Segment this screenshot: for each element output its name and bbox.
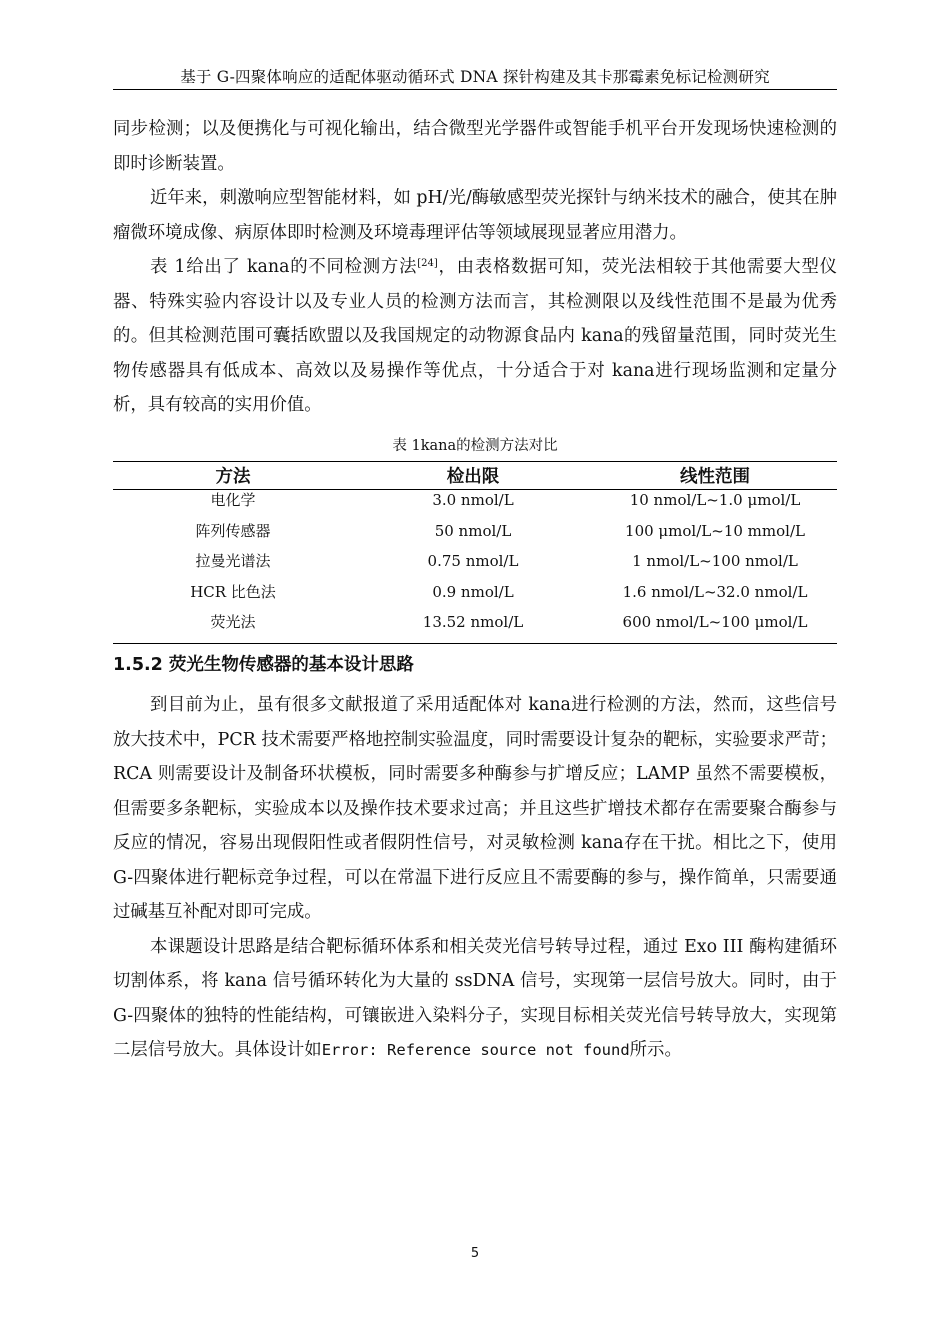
table-row [113,551,837,582]
cell-linear-range: 1 nmol/L~100 nmol/L [632,552,798,570]
cell-method: 荧光法 [210,613,256,631]
cell-method: 阵列传感器 [195,521,271,540]
column-header-method: 方法 [215,467,251,487]
intro-text-block [113,112,837,423]
cell-linear-range: 10 nmol/L~1.0 μmol/L [629,491,801,509]
detection-methods-table [113,461,837,644]
cell-method: 拉曼光谱法 [195,552,271,570]
paragraph-text: 所示。 [629,1040,682,1060]
page-number: 5 [470,1246,480,1261]
cell-linear-range: 1.6 nmol/L~32.0 nmol/L [622,582,808,601]
table-row [113,490,837,521]
cell-detection-limit: 13.52 nmol/L [422,613,524,631]
table-row [113,521,837,552]
header-rule [113,89,837,90]
cell-detection-limit: 0.9 nmol/L [432,582,514,601]
table-header-row [113,462,837,489]
cell-detection-limit: 0.75 nmol/L [427,552,519,570]
table-row [113,582,837,613]
table-row [113,612,837,643]
paragraph-smart-materials: 近年来，刺激响应型智能材料，如 pH/光/酶敏感型荧光探针与纳米技术的融合，使其在肿瘤微环境成像、病原体即时检测及环境毒理评估等领域展现显著应用潜力。 [113,188,838,243]
paragraph-text: ，由表格数据可知，荧光法相较于其他需要大型仪器、特殊实验内容设计以及专业人员的检测方法而言，其检测限以及线性范围不是最为优秀的。但其检测范围可囊括欧盟以及我国规定的动物源食品内 kana的残留量范围，同时荧光生物传感器具有低成本、高效以及易操作等优点，十分适合于对 kana进行现场监测和定量分析，具有较高的实用价值。 [113,257,837,415]
paragraph-continued: 同步检测；以及便携化与可视化输出，结合微型光学器件或智能手机平台开发现场快速检测的即时诊断装置。 [113,119,837,174]
column-header-detection-limit: 检出限 [446,467,500,487]
table-caption: 表 1kana的检测方法对比 [392,438,558,454]
running-header: 基于 G-四聚体响应的适配体驱动循环式 DNA 探针构建及其卡那霉素免标记检测研究 [180,68,770,86]
cell-linear-range: 100 μmol/L~10 mmol/L [625,521,805,540]
cell-linear-range: 600 nmol/L~100 μmol/L [622,613,808,631]
paragraph-table-intro [113,250,837,423]
paragraph-amplification-methods: 到目前为止，虽有很多文献报道了采用适配体对 kana进行检测的方法，然而，这些信号放大技术中，PCR 技术需要严格地控制实验温度，同时需要设计复杂的靶标，实验要求严苛；RCA 则需要设计及制备环状模板，同时需要多种酶参与扩增反应；LAMP 虽然不需要模板，但需要多条靶标，实验成本以及操作技术要求过高；并且这些扩增技术都存在需要聚合酶参与反应的情况，容易出现假阳性或者假阴性信号，对灵敏检测 kana存在干扰。相比之下，使用 G-四聚体进行靶标竞争过程，可以在常温下进行反应且不需要酶的参与，操作简单，只需要通过碱基互补配对即可完成。 [113,695,837,922]
paragraph-text: 表 1给出了 kana的不同检测方法 [150,257,418,277]
table-bottom-rule [113,643,837,644]
section-heading: 1.5.2 荧光生物传感器的基本设计思路 [113,655,414,675]
cell-method: HCR 比色法 [190,582,276,601]
broken-reference-field[interactable]: Error: Reference source not found [321,1041,630,1059]
citation-ref[interactable]: [24] [417,258,438,269]
cell-detection-limit: 50 nmol/L [434,521,512,540]
cell-method: 电化学 [210,491,256,509]
paragraph-design-approach [113,930,837,1068]
section-text-block [113,688,837,1068]
paragraph-text: 本课题设计思路是结合靶标循环体系和相关荧光信号转导过程，通过 Exo III 酶构建循环切割体系，将 kana 信号循环转化为大量的 ssDNA 信号，实现第一层信号放大。同时，由于 G-四聚体的独特的性能结构，可镶嵌进入染料分子，实现目标相关荧光信号转导放大，实现第二层信号放大。具体设计如 [113,936,837,1060]
cell-detection-limit: 3.0 nmol/L [432,491,514,509]
column-header-linear-range: 线性范围 [680,467,750,487]
